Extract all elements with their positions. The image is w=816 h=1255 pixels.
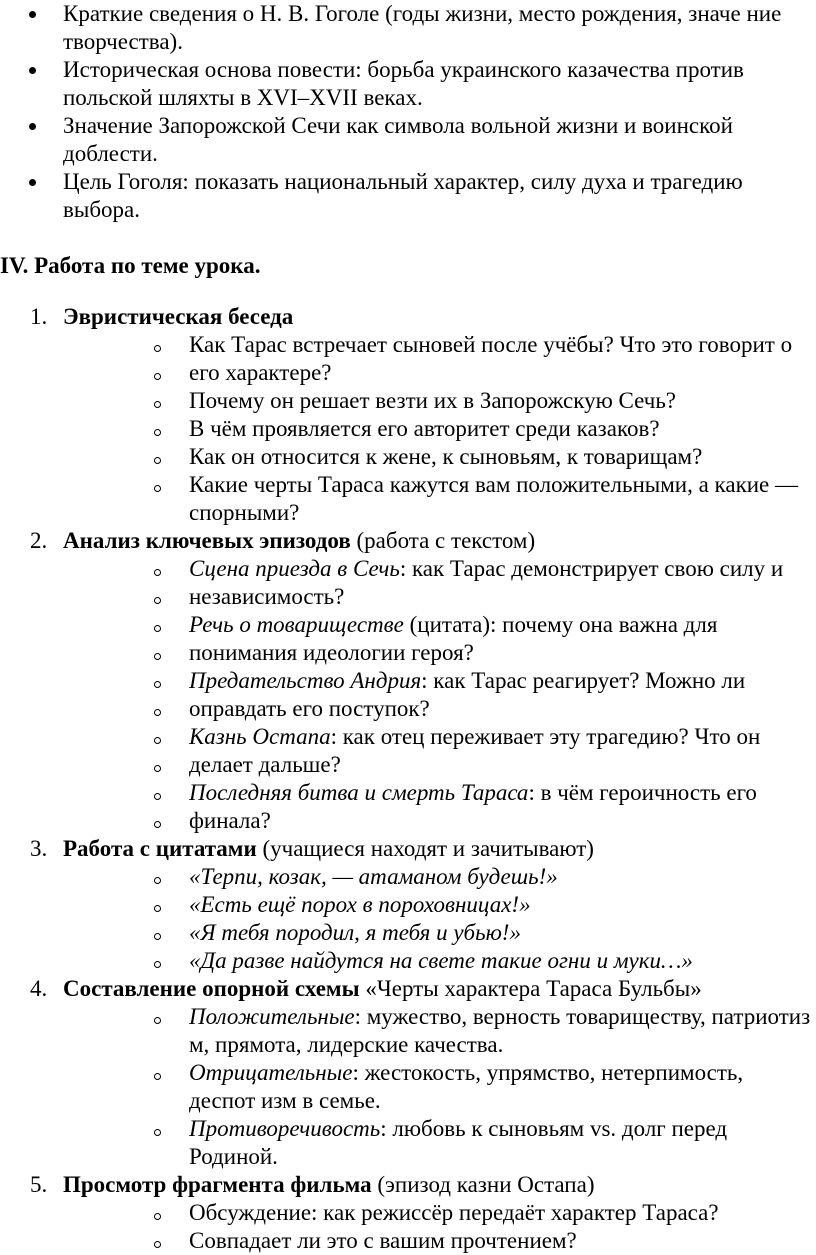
circle-bullet-icon xyxy=(154,793,161,800)
sub-item: Как он относится к жене, к сыновьям, к товарищам? xyxy=(63,443,816,471)
intro-bullet: Цель Гоголя: показать национальный характер, силу духа и трагедию выбора. xyxy=(0,168,816,224)
sub-item: Последняя битва и смерть Тараса: в чём героичность его xyxy=(63,779,816,807)
sub-item: Почему он решает везти их в Запорожскую Сечь? xyxy=(63,387,816,415)
circle-bullet-icon xyxy=(154,569,161,576)
sub-item: Положительные: мужество, верность товариществу, патриотиз м, прямота, лидерские качества. xyxy=(63,1003,816,1059)
circle-bullet-icon xyxy=(154,429,161,436)
sub-item: Обсуждение: как режиссёр передаёт характер Тараса? xyxy=(63,1199,816,1227)
circle-bullet-icon xyxy=(154,1241,161,1248)
sub-item: «Я тебя породил, я тебя и убью!» xyxy=(63,919,816,947)
sub-item: Какие черты Тараса кажутся вам положительными, а какие — спорными? xyxy=(63,471,816,527)
circle-bullet-icon xyxy=(154,597,161,604)
sub-item: оправдать его поступок? xyxy=(63,695,816,723)
sub-list xyxy=(63,1199,816,1255)
sub-list xyxy=(63,331,816,527)
sub-item: «Терпи, козак, — атаманом будешь!» xyxy=(63,863,816,891)
sub-list xyxy=(63,863,816,975)
lesson-step-1 xyxy=(0,303,816,527)
lesson-step-2 xyxy=(0,527,816,835)
bullet-dot-icon xyxy=(29,179,36,186)
bullet-dot-icon xyxy=(29,11,36,18)
circle-bullet-icon xyxy=(154,625,161,632)
lesson-steps-list xyxy=(0,303,816,1255)
bullet-dot-icon xyxy=(29,123,36,130)
sub-item: В чём проявляется его авторитет среди казаков? xyxy=(63,415,816,443)
bullet-dot-icon xyxy=(29,67,36,74)
lesson-step-3 xyxy=(0,835,816,975)
section-heading: IV. Работа по теме урока. xyxy=(0,253,261,278)
sub-item: Предательство Андрия: как Тарас реагирует? Можно ли xyxy=(63,667,816,695)
sub-item: Казнь Остапа: как отец переживает эту трагедию? Что он xyxy=(63,723,816,751)
circle-bullet-icon xyxy=(154,681,161,688)
circle-bullet-icon xyxy=(154,709,161,716)
sub-item: понимания идеологии героя? xyxy=(63,639,816,667)
step-title: Просмотр фрагмента фильма xyxy=(63,1172,372,1197)
circle-bullet-icon xyxy=(154,877,161,884)
sub-item: Как Тарас встречает сыновей после учёбы? Что это говорит о xyxy=(63,331,816,359)
circle-bullet-icon xyxy=(154,345,161,352)
sub-item: Отрицательные: жестокость, упрямство, нетерпимость, деспот изм в семье. xyxy=(63,1059,816,1115)
circle-bullet-icon xyxy=(154,821,161,828)
circle-bullet-icon xyxy=(154,961,161,968)
step-number: 3. xyxy=(30,836,48,861)
intro-bullet: Краткие сведения о Н. В. Гоголе (годы жизни, место рождения, значе ние творчества). xyxy=(0,0,816,56)
circle-bullet-icon xyxy=(154,485,161,492)
sub-list xyxy=(63,555,816,835)
circle-bullet-icon xyxy=(154,933,161,940)
sub-item: «Да разве найдутся на свете такие огни и муки…» xyxy=(63,947,816,975)
sub-item: Речь о товариществе (цитата): почему она важна для xyxy=(63,611,816,639)
intro-bullet: Значение Запорожской Сечи как символа вольной жизни и воинской доблести. xyxy=(0,112,816,168)
circle-bullet-icon xyxy=(154,1213,161,1220)
sub-item: независимость? xyxy=(63,583,816,611)
sub-item: Противоречивость: любовь к сыновьям vs. долг перед Родиной. xyxy=(63,1115,816,1171)
intro-bullet-list xyxy=(0,0,816,224)
circle-bullet-icon xyxy=(154,1129,161,1136)
sub-item: «Есть ещё порох в пороховницах!» xyxy=(63,891,816,919)
step-title: Работа с цитатами xyxy=(63,836,257,861)
sub-item: делает дальше? xyxy=(63,751,816,779)
circle-bullet-icon xyxy=(154,457,161,464)
step-note: (учащиеся находят и зачитывают) xyxy=(256,836,594,861)
sub-item: финала? xyxy=(63,807,816,835)
lesson-step-5 xyxy=(0,1171,816,1255)
sub-item: Совпадает ли это с вашим прочтением? xyxy=(63,1227,816,1255)
step-note: «Черты характера Тараса Бульбы» xyxy=(359,976,702,1001)
circle-bullet-icon xyxy=(154,1073,161,1080)
circle-bullet-icon xyxy=(154,737,161,744)
step-note: (эпизод казни Остапа) xyxy=(371,1172,595,1197)
step-number: 5. xyxy=(30,1172,48,1197)
step-note: (работа с текстом) xyxy=(350,528,536,553)
step-number: 2. xyxy=(30,528,48,553)
circle-bullet-icon xyxy=(154,905,161,912)
step-number: 4. xyxy=(30,976,48,1001)
circle-bullet-icon xyxy=(154,401,161,408)
step-number: 1. xyxy=(30,304,48,329)
lesson-step-4 xyxy=(0,975,816,1171)
circle-bullet-icon xyxy=(154,653,161,660)
sub-item: Сцена приезда в Сечь: как Тарас демонстрирует свою силу и xyxy=(63,555,816,583)
sub-item: его характере? xyxy=(63,359,816,387)
step-title: Составление опорной схемы xyxy=(63,976,360,1001)
intro-bullet: Историческая основа повести: борьба украинского казачества против польской шляхты в XVI–XVII веках. xyxy=(0,56,816,112)
circle-bullet-icon xyxy=(154,373,161,380)
step-title: Эвристическая беседа xyxy=(63,304,294,329)
circle-bullet-icon xyxy=(154,1017,161,1024)
sub-list xyxy=(63,1003,816,1171)
circle-bullet-icon xyxy=(154,765,161,772)
step-title: Анализ ключевых эпизодов xyxy=(63,528,351,553)
